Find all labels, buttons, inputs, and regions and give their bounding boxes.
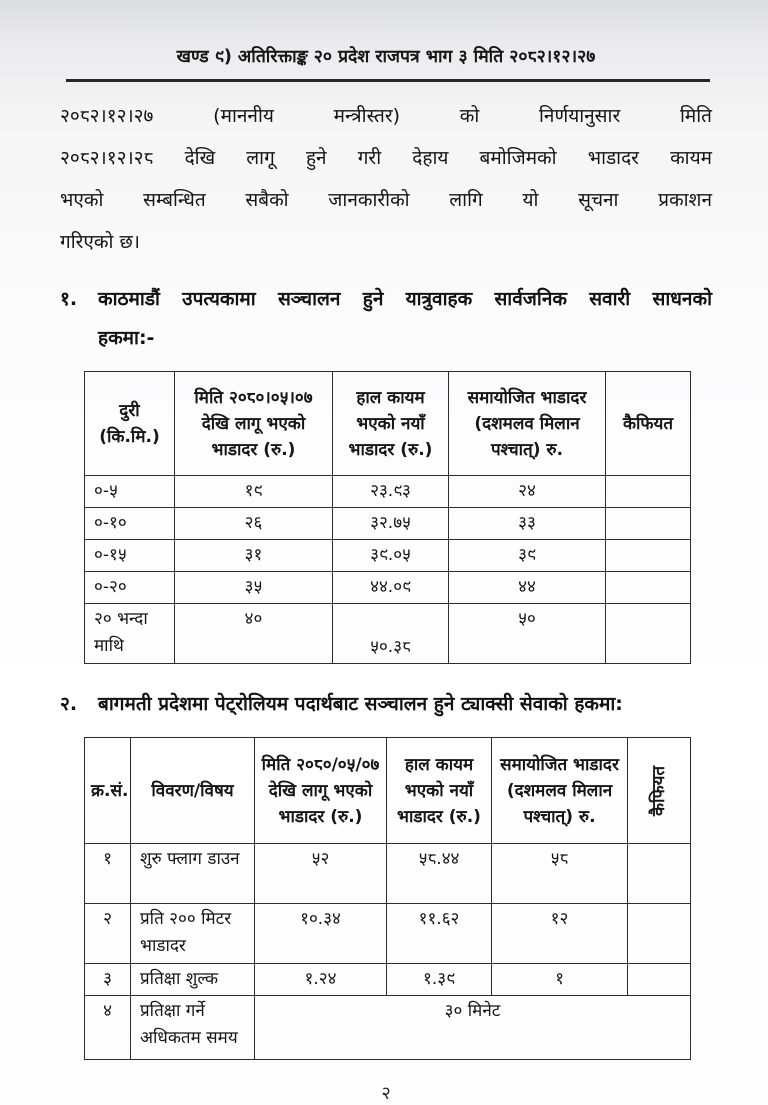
table-cell [606, 604, 691, 664]
column-header: हाल कायम भएको नयाँ भाडादर (रु.) [333, 372, 449, 476]
section-1-number: १. [60, 288, 78, 310]
table-cell [606, 508, 691, 540]
table-cell: ३१ [175, 540, 333, 572]
table-cell [606, 476, 691, 508]
table-cell: ३३ [449, 508, 606, 540]
table-cell: ०-१० [85, 508, 175, 540]
table-cell [628, 904, 691, 964]
section-2-title: बागमती प्रदेशमा पेट्रोलियम पदार्थबाट सञ्चालन हुने ट्याक्सी सेवाको हकमा: [98, 693, 623, 715]
table-cell: ३५ [175, 572, 333, 604]
table-cell: ४ [85, 996, 131, 1060]
table-cell: १०.३४ [255, 904, 387, 964]
table-cell [628, 844, 691, 904]
section-2-number: २. [60, 693, 78, 715]
merged-value-cell: ३० मिनेट [255, 996, 691, 1060]
table-cell: २४ [449, 476, 606, 508]
table-cell [606, 540, 691, 572]
table-row [85, 540, 691, 572]
table-header-row [85, 738, 691, 844]
section-2-heading [60, 685, 712, 724]
table-cell: ४४ [449, 572, 606, 604]
table-cell: प्रतिक्षा शुल्क [131, 964, 255, 996]
table-row [85, 964, 691, 996]
table-cell: २० भन्दा माथि [85, 604, 175, 664]
column-header: समायोजित भाडादर (दशमलव मिलान पश्चात्) रु. [449, 372, 606, 476]
table-cell: ३२.७५ [333, 508, 449, 540]
table-cell: ५८ [492, 844, 628, 904]
table-cell: १.२४ [255, 964, 387, 996]
intro-line: भएको सम्बन्धित सबैको जानकारीको लागि यो सूचना प्रकाशन [60, 189, 712, 211]
column-header: दुरी (कि.मि.) [85, 372, 175, 476]
table-cell: प्रतिक्षा गर्ने अधिकतम समय [131, 996, 255, 1060]
table-cell: २६ [175, 508, 333, 540]
table-row [85, 508, 691, 540]
table-row [85, 572, 691, 604]
page-number: २ [381, 1083, 391, 1104]
table-cell: ३ [85, 964, 131, 996]
section-1-title-line: काठमाडौं उपत्यकामा सञ्चालन हुने यात्रुवाहक सार्वजनिक सवारी साधनको [98, 288, 712, 310]
table-cell: ०-१५ [85, 540, 175, 572]
table-row [85, 604, 691, 664]
table-cell [628, 964, 691, 996]
table-cell: ०-२० [85, 572, 175, 604]
table-cell: ५२ [255, 844, 387, 904]
column-header: क्र.सं. [85, 738, 131, 844]
table-cell: ४४.०९ [333, 572, 449, 604]
table-cell: प्रति २०० मिटर भाडादर [131, 904, 255, 964]
table-cell: १९ [175, 476, 333, 508]
intro-line: २०८२।१२।२८ देखि लागू हुने गरी देहाय बमोजिमको भाडादर कायम [60, 147, 712, 169]
section-1-heading [60, 280, 712, 358]
table-cell: १२ [492, 904, 628, 964]
column-header: विवरण/विषय [131, 738, 255, 844]
column-header: कैफियत [606, 372, 691, 476]
table-cell: ०-५ [85, 476, 175, 508]
table-cell [606, 572, 691, 604]
header-divider-rule [66, 79, 710, 82]
table-cell: शुरु फ्लाग डाउन [131, 844, 255, 904]
column-header-rotated-label: कैफियत [649, 765, 669, 816]
table-cell: ३९ [449, 540, 606, 572]
table-cell: ५०.३८ [333, 604, 449, 664]
table-row [85, 996, 691, 1060]
table-cell: ५८.४४ [387, 844, 492, 904]
table-cell: ५० [449, 604, 606, 664]
section-1-title [98, 280, 712, 358]
gazette-header: खण्ड ९) अतिरिक्ताङ्क २० प्रदेश राजपत्र भाग ३ मिति २०८२।१२।२७ [176, 47, 596, 67]
kathmandu-valley-fare-table [84, 371, 691, 664]
column-header: समायोजित भाडादर (दशमलव मिलान पश्चात्) रु. [492, 738, 628, 844]
intro-line: गरिएको छ। [60, 231, 140, 253]
taxi-fare-table [84, 737, 691, 1060]
column-header-rotated [628, 738, 691, 844]
column-header: हाल कायम भएको नयाँ भाडादर (रु.) [387, 738, 492, 844]
table-row [85, 476, 691, 508]
table-row [85, 904, 691, 964]
table-cell: २ [85, 904, 131, 964]
table-cell: ११.६२ [387, 904, 492, 964]
table-cell: १.३९ [387, 964, 492, 996]
table-cell: १ [492, 964, 628, 996]
table-row [85, 844, 691, 904]
table-cell: २३.९३ [333, 476, 449, 508]
column-header: मिति २०८०।०५।०७ देखि लागू भएको भाडादर (रु.) [175, 372, 333, 476]
column-header: मिति २०८०/०५/०७ देखि लागू भएको भाडादर (रु.) [255, 738, 387, 844]
table-cell: १ [85, 844, 131, 904]
table-cell: ४० [175, 604, 333, 664]
table-cell: ३९.०५ [333, 540, 449, 572]
intro-line: २०८२।१२।२७ (माननीय मन्त्रीस्तर) को निर्णयानुसार मिति [60, 105, 712, 127]
table-header-row [85, 372, 691, 476]
intro-paragraph [60, 95, 712, 263]
section-1-title-line: हकमा:- [98, 327, 155, 349]
